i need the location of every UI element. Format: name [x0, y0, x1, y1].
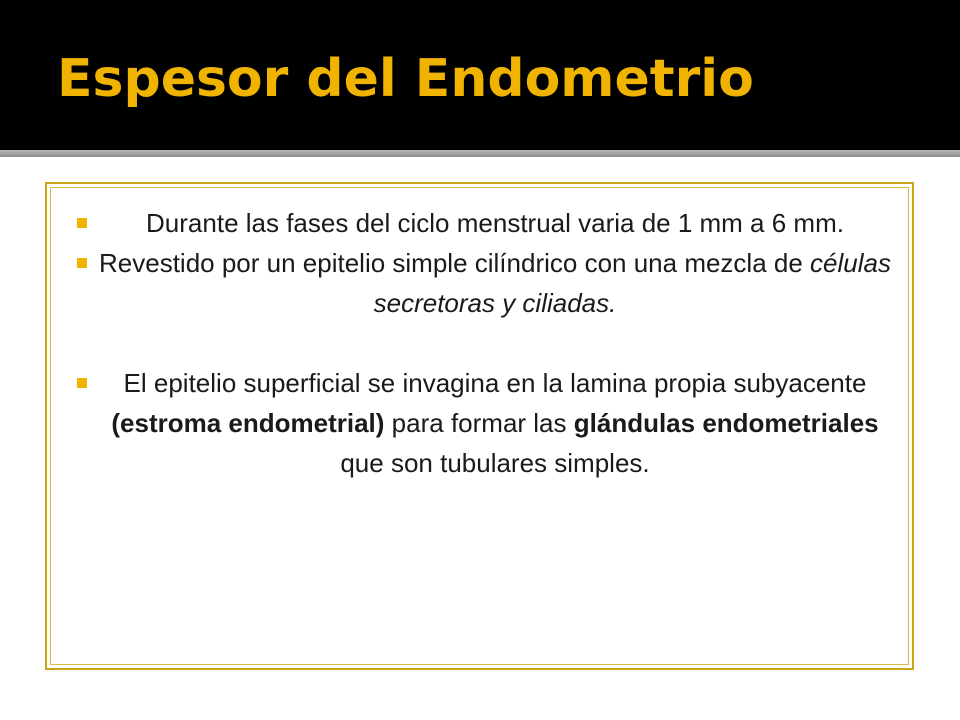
bullet-item-epithelium [77, 243, 897, 323]
bullet-text: El epitelio superficial se invagina en la lamina propia subyacente [123, 368, 867, 398]
bullet-bold-text: (estroma endometrial) [111, 408, 385, 438]
bullet-square-icon [77, 218, 87, 228]
content-box [45, 182, 914, 670]
slide-title: Espesor del Endometrio [57, 49, 754, 109]
header-divider [0, 150, 960, 157]
bullet-text: para formar las [384, 408, 574, 438]
bullet-text: Revestido por un epitelio simple cilíndrico con una mezcla de [99, 248, 811, 278]
bullet-list [77, 203, 897, 483]
bullet-text: que son tubulares simples. [340, 448, 650, 478]
bullet-bold-text: glándulas endometriales [573, 408, 879, 438]
bullet-item-glands [77, 363, 897, 483]
bullet-square-icon [77, 378, 87, 388]
bullet-item-cycle-thickness [77, 203, 897, 243]
bullet-italic-text: células secretoras y ciliadas. [373, 248, 891, 318]
bullet-text: Durante las fases del ciclo menstrual varia de 1 mm a 6 mm. [146, 208, 844, 238]
title-header [0, 0, 960, 150]
bullet-square-icon [77, 258, 87, 268]
